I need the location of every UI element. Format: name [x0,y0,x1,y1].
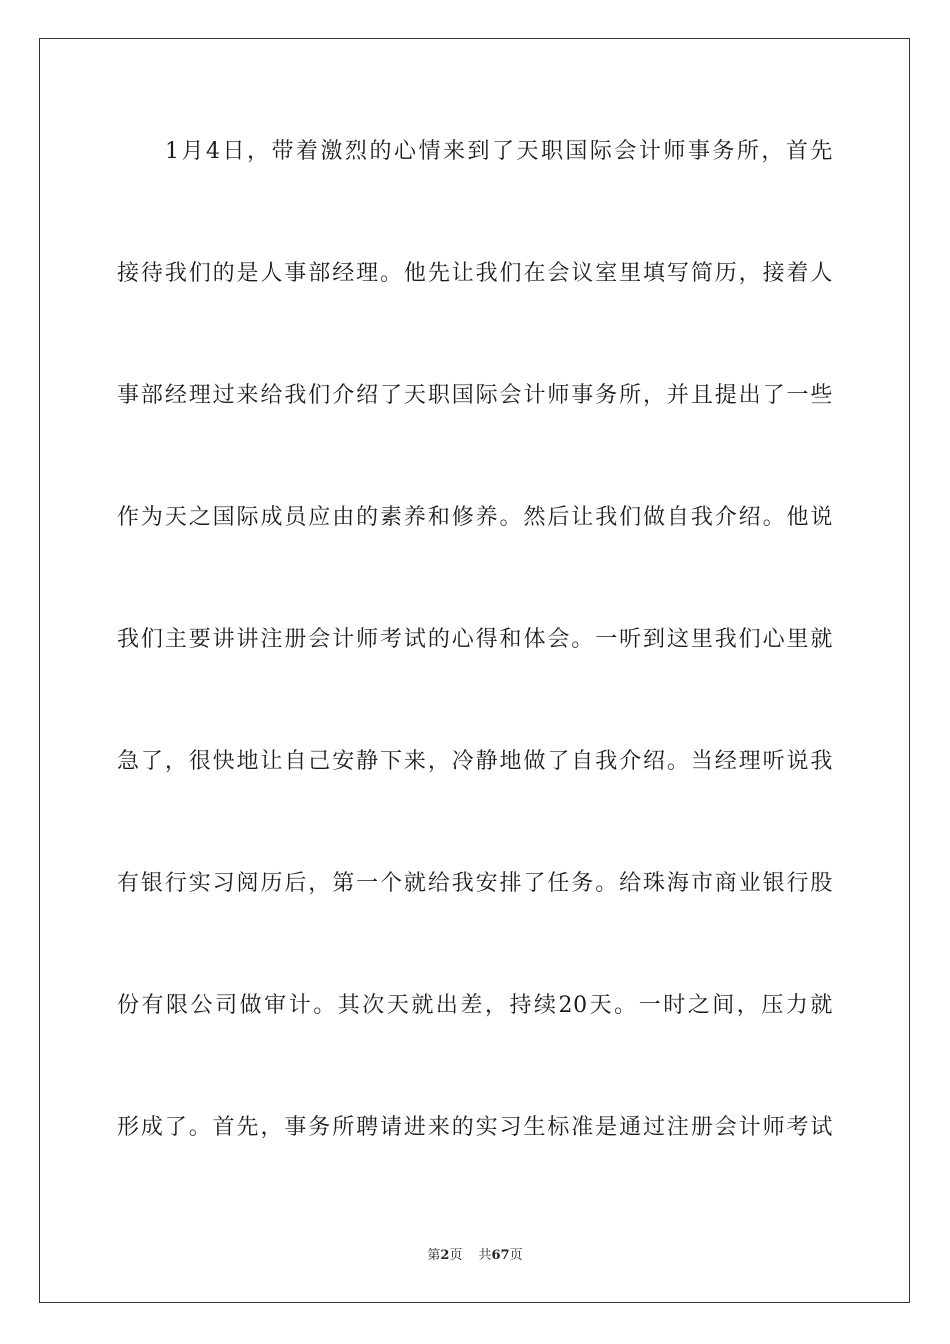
page-prefix: 第 [427,1248,441,1263]
text-line-3: 事部经理过来给我们介绍了天职国际会计师事务所，并且提出了一些 [117,383,833,408]
page-footer [0,1247,950,1265]
text-line-9: 形成了。首先，事务所聘请进来的实习生标准是通过注册会计师考试 [117,1115,833,1140]
total-suffix: 页 [509,1248,523,1263]
total-pages: 67 [491,1248,510,1263]
text-line-7: 有银行实习阅历后，第一个就给我安排了任务。给珠海市商业银行股 [117,871,833,896]
total-prefix: 共 [478,1248,492,1263]
text-line-4: 作为天之国际成员应由的素养和修养。然后让我们做自我介绍。他说 [117,505,833,530]
text-line-5: 我们主要讲讲注册会计师考试的心得和体会。一听到这里我们心里就 [117,627,833,652]
text-line-1: 1月4日，带着激烈的心情来到了天职国际会计师事务所，首先 [165,139,833,164]
page-number: 2 [440,1248,450,1263]
text-line-6: 急了，很快地让自己安静下来，冷静地做了自我介绍。当经理听说我 [117,749,833,774]
text-line-2: 接待我们的是人事部经理。他先让我们在会议室里填写简历，接着人 [117,261,833,286]
page-suffix: 页 [449,1248,463,1263]
text-line-8: 份有限公司做审计。其次天就出差，持续20天。一时之间，压力就 [117,993,833,1018]
